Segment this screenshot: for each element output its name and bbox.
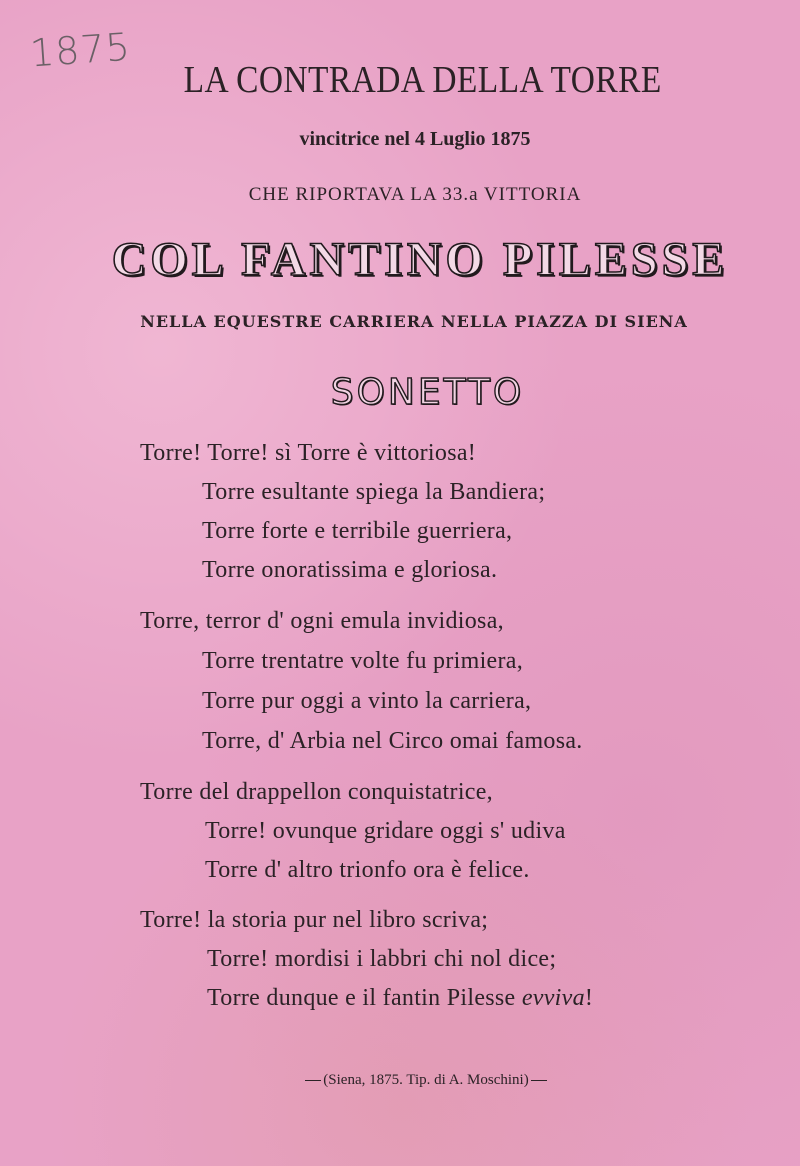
sonnet-line: Torre! la storia pur nel libro scriva; xyxy=(140,907,489,933)
subtitle-carriera: NELLA EQUESTRE CARRIERA NELLA PIAZZA DI SIENA xyxy=(140,312,688,331)
subtitle-date: vincitrice nel 4 Luglio 1875 xyxy=(299,128,531,150)
sonnet-line: Torre forte e terribile guerriera, xyxy=(202,518,513,544)
page-title: LA CONTRADA DELLA TORRE xyxy=(183,59,662,101)
sonnet-line: Torre trentatre volte fu primiera, xyxy=(202,648,524,674)
sonnet-title: SONETTO xyxy=(330,372,525,413)
sonnet-line: Torre esultante spiega la Bandiera; xyxy=(202,479,546,505)
sonnet-last-punct: ! xyxy=(584,985,594,1011)
sonnet-last-word: evviva xyxy=(521,985,585,1011)
sonnet-line: Torre! ovunque gridare oggi s' udiva xyxy=(205,818,566,844)
sonnet-line: Torre, d' Arbia nel Circo omai famosa. xyxy=(202,728,583,754)
sonnet-line: Torre! mordisi i labbri chi nol dice; xyxy=(207,946,557,972)
sonnet-line: Torre del drappellon conquistatrice, xyxy=(140,779,493,805)
sonnet-last-line xyxy=(207,985,593,1012)
sonnet-line: Torre d' altro trionfo ora è felice. xyxy=(205,857,530,883)
sonnet-line: Torre onoratissima e gloriosa. xyxy=(202,557,498,583)
handwritten-year: 1875 xyxy=(28,24,133,76)
imprint-dash-right xyxy=(531,1080,547,1081)
sonnet-line: Torre pur oggi a vinto la carriera, xyxy=(202,688,532,714)
imprint-text: (Siena, 1875. Tip. di A. Moschini) xyxy=(323,1072,529,1088)
printer-imprint xyxy=(0,1072,800,1089)
sonnet-line: Torre, terror d' ogni emula invidiosa, xyxy=(140,608,504,634)
subtitle-victory: CHE RIPORTAVA LA 33.a VITTORIA xyxy=(248,184,582,205)
imprint-dash-left xyxy=(305,1080,321,1081)
sonnet-line: Torre dunque e il fantin Pilesse xyxy=(207,985,516,1011)
headline-fantino: COL FANTINO PILESSE xyxy=(111,233,729,286)
sonnet-line: Torre! Torre! sì Torre è vittoriosa! xyxy=(140,440,477,466)
